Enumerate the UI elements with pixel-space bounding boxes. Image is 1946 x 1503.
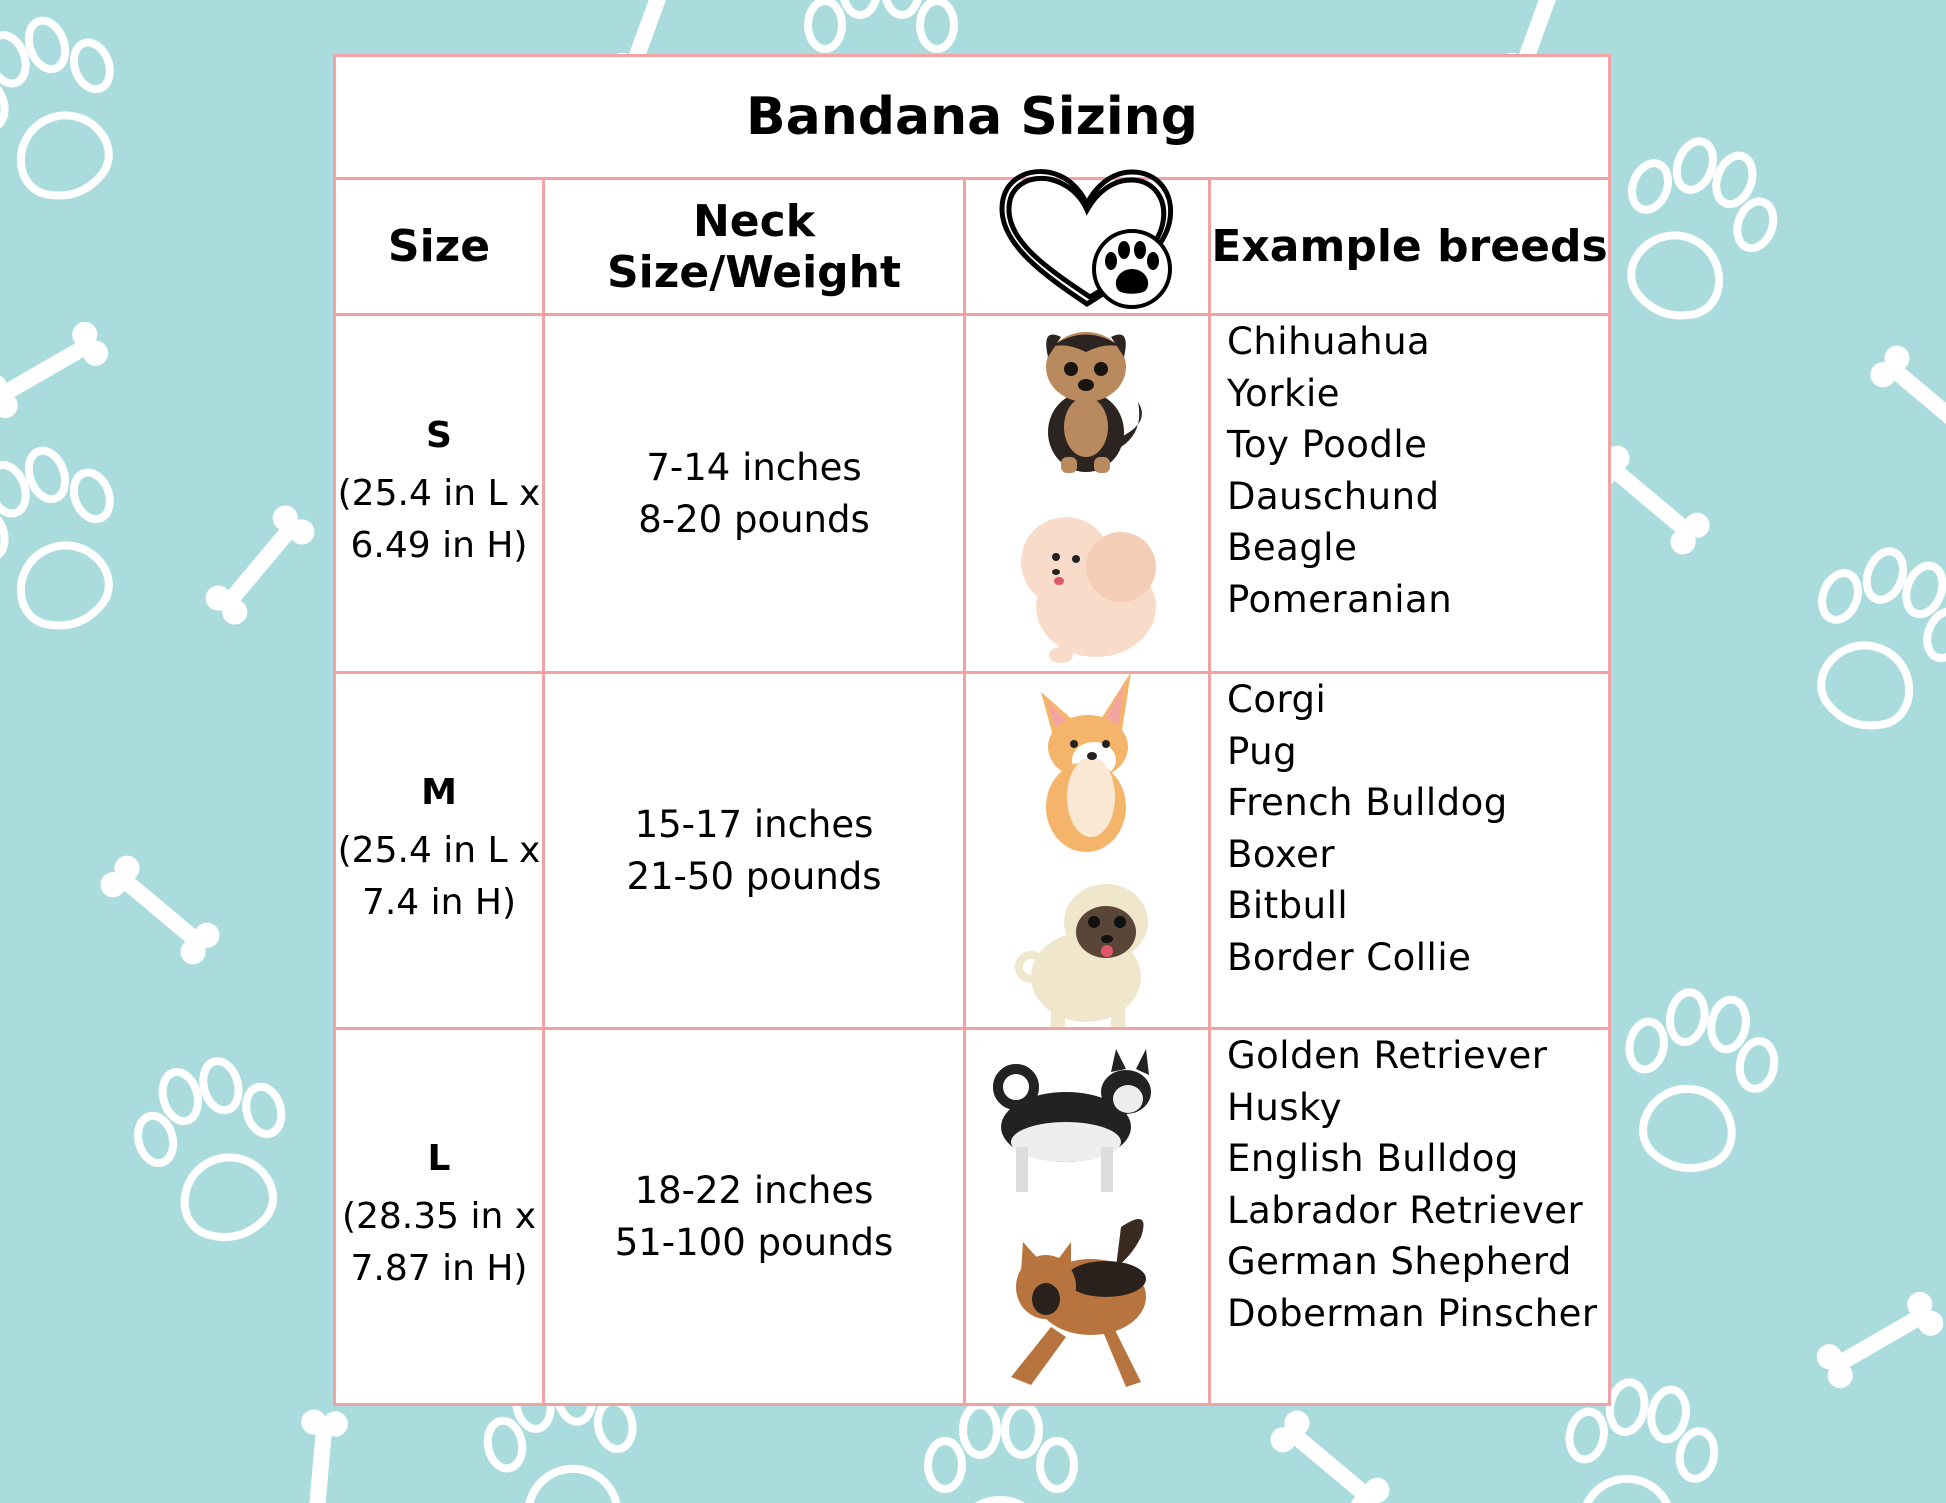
sizing-card — [333, 54, 1611, 1406]
breed-item: Chihuahua — [1227, 320, 1431, 363]
breeds-cell-m — [1211, 674, 1608, 1027]
neck-weight-cell-s — [545, 316, 963, 671]
header-size: Size — [387, 221, 491, 272]
breed-item: Bitbull — [1227, 884, 1349, 927]
weight: 51-100 pounds — [614, 1220, 894, 1264]
breed-item: Border Collie — [1227, 935, 1472, 979]
german-shepherd-illustration — [991, 1207, 1171, 1397]
size-letter: L — [427, 1138, 451, 1179]
breed-item: Boxer — [1227, 832, 1336, 876]
breed-item: French Bulldog — [1227, 781, 1508, 824]
size-dimensions: 6.49 in H) — [350, 525, 528, 566]
page-title: Bandana Sizing — [746, 87, 1198, 147]
breed-item: Yorkie — [1227, 371, 1341, 415]
breed-item: Pug — [1227, 729, 1298, 773]
size-letter: M — [421, 772, 457, 813]
breed-item: German Shepherd — [1227, 1240, 1572, 1283]
corgi-illustration — [1026, 672, 1146, 852]
breed-item: Pomeranian — [1227, 577, 1453, 621]
size-cell-m — [336, 674, 542, 1027]
size-dimensions: (28.35 in x — [341, 1196, 537, 1237]
size-cell-l — [336, 1030, 542, 1403]
breed-item: Dauschund — [1227, 474, 1440, 518]
breed-item: Labrador Retriever — [1227, 1188, 1584, 1232]
pug-illustration — [996, 877, 1166, 1027]
yorkie-illustration — [1026, 317, 1156, 477]
size-letter: S — [426, 415, 452, 456]
breed-item: Corgi — [1227, 678, 1327, 721]
size-cell-s — [336, 316, 542, 671]
size-dimensions: 7.4 in H) — [361, 882, 517, 923]
neck-weight-cell-m — [545, 674, 963, 1027]
breed-item: Golden Retriever — [1227, 1034, 1548, 1077]
breed-item: Husky — [1227, 1085, 1343, 1129]
heart-paw-icon — [966, 165, 1208, 313]
weight: 8-20 pounds — [638, 497, 870, 541]
size-dimensions: 7.87 in H) — [350, 1248, 528, 1289]
header-example-breeds: Example breeds — [1211, 221, 1608, 272]
husky-illustration — [986, 1047, 1156, 1197]
size-dimensions: (25.4 in L x — [337, 473, 541, 514]
weight: 21-50 pounds — [626, 854, 882, 898]
neck-weight-cell-l — [545, 1030, 963, 1403]
neck-size: 15-17 inches — [634, 802, 874, 846]
breed-item: Beagle — [1227, 526, 1358, 569]
divider — [963, 177, 966, 1403]
breed-item: Toy Poodle — [1227, 423, 1428, 466]
breeds-cell-l — [1211, 1030, 1608, 1403]
breeds-cell-s — [1211, 316, 1608, 671]
size-dimensions: (25.4 in L x — [337, 830, 541, 871]
breed-item: Doberman Pinscher — [1227, 1291, 1598, 1335]
breed-item: English Bulldog — [1227, 1137, 1519, 1180]
pomeranian-illustration — [1001, 497, 1171, 667]
neck-size: 18-22 inches — [634, 1168, 874, 1212]
header-neck-weight: Neck Size/Weight — [606, 195, 902, 298]
neck-size: 7-14 inches — [646, 445, 862, 489]
